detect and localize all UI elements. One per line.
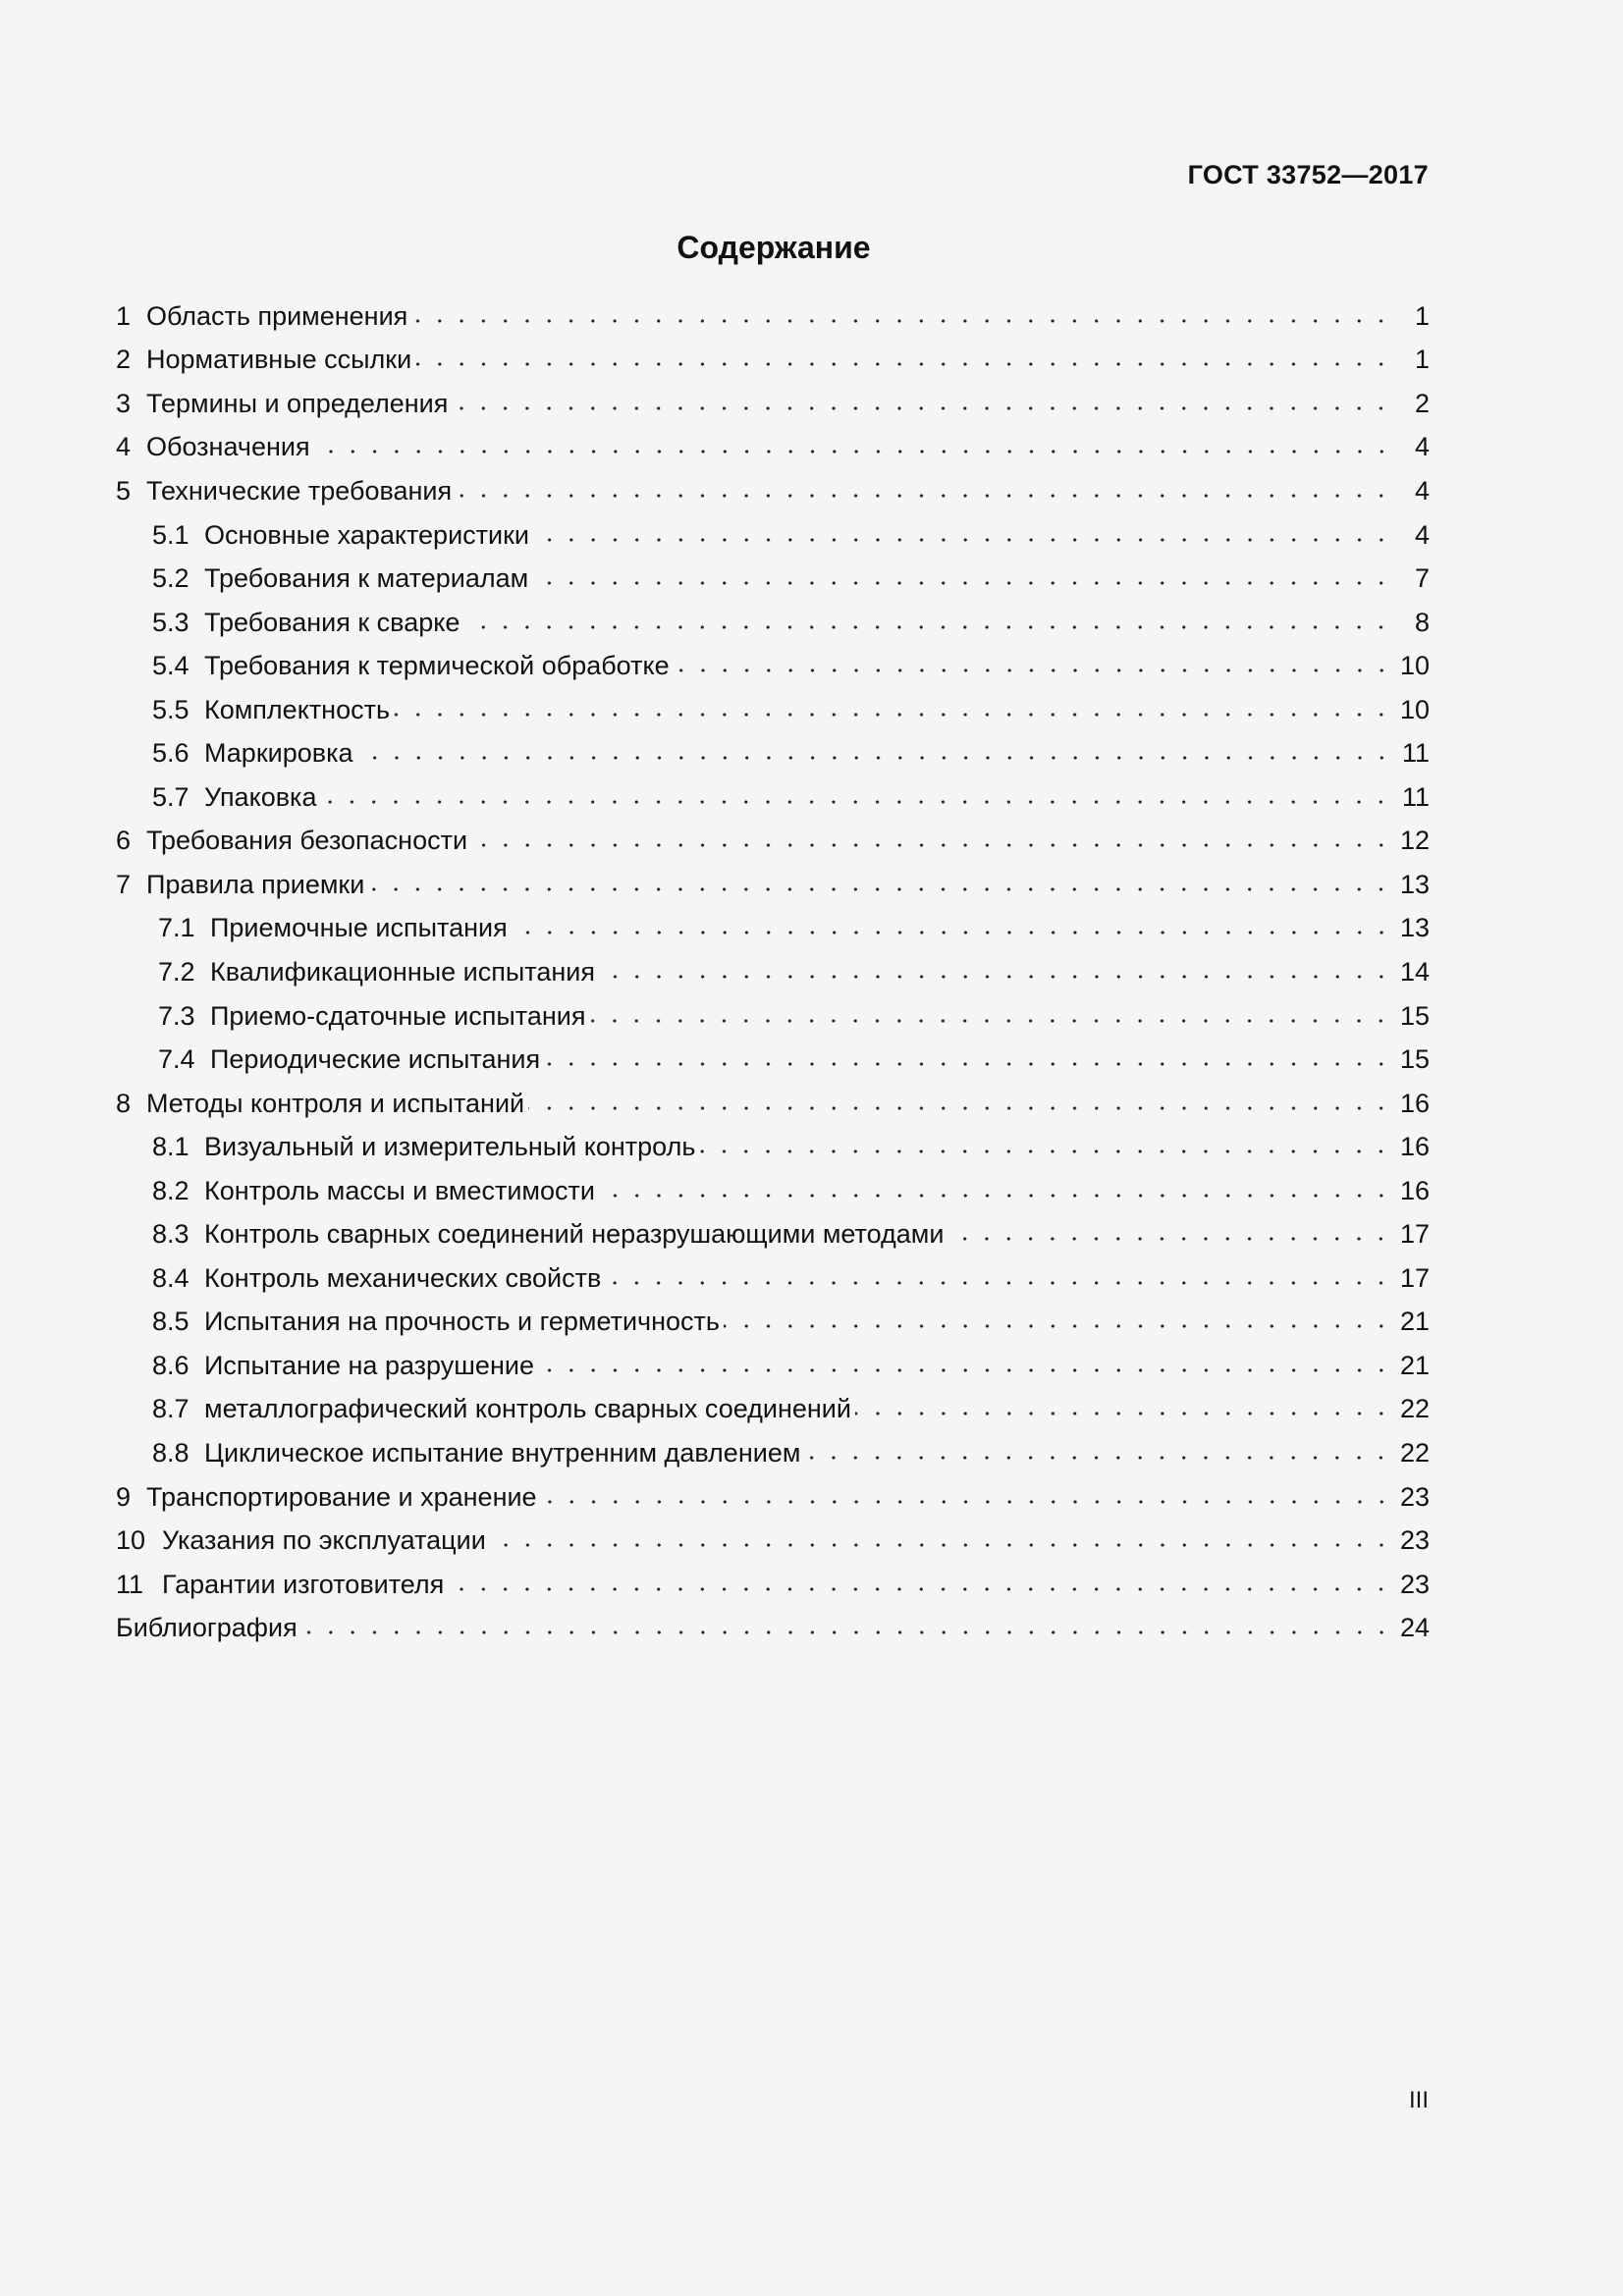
toc-label: Маркировка: [204, 738, 353, 769]
toc-entry-5-7[interactable]: [116, 775, 1430, 820]
dot-leader: [804, 1434, 1392, 1461]
toc-label: Требования к материалам: [204, 563, 529, 594]
toc-entry-8[interactable]: [116, 1082, 1430, 1126]
dot-leader: [533, 516, 1392, 543]
toc-label: Контроль массы и вместимости: [204, 1175, 595, 1205]
toc-number: 10: [116, 1525, 146, 1556]
toc-label: Нормативные ссылки: [146, 345, 412, 375]
toc-entry-5-6[interactable]: [116, 731, 1430, 775]
dot-leader: [544, 1041, 1392, 1067]
toc-page: 15: [1399, 1044, 1430, 1075]
toc-number: 7.4: [158, 1044, 195, 1075]
toc-entry-3[interactable]: [116, 382, 1430, 426]
toc-page: 21: [1399, 1307, 1430, 1337]
toc-number: 5.2: [152, 563, 189, 594]
toc-number: 5.3: [152, 607, 189, 637]
toc-number: 5: [116, 475, 132, 506]
dot-leader: [368, 866, 1392, 892]
toc-label: Указания по эксплуатации: [162, 1525, 486, 1556]
toc-entry-8-8[interactable]: [116, 1431, 1430, 1475]
toc-number: 5.5: [152, 694, 189, 724]
toc-entry-8-5[interactable]: [116, 1301, 1430, 1345]
toc-entry-7-4[interactable]: [116, 1038, 1430, 1082]
toc-page: 2: [1414, 388, 1430, 418]
toc-page: 22: [1399, 1394, 1430, 1424]
toc-page: 1: [1414, 300, 1430, 331]
toc-number: 11: [116, 1569, 144, 1599]
dot-leader: [855, 1390, 1392, 1416]
toc-label: Требования безопасности: [146, 826, 468, 856]
toc-entry-8-4[interactable]: [116, 1256, 1430, 1301]
toc-entry-bibliography[interactable]: [116, 1606, 1430, 1650]
toc-label: Периодические испытания: [210, 1044, 541, 1075]
dot-leader: [724, 1303, 1392, 1329]
toc-number: 8.3: [152, 1219, 189, 1250]
dot-leader: [456, 472, 1392, 499]
toc-page: 16: [1399, 1175, 1430, 1205]
toc-entry-8-6[interactable]: [116, 1344, 1430, 1388]
toc-number: 9: [116, 1481, 132, 1512]
toc-label: Приемо-сдаточные испытания: [210, 1000, 586, 1031]
toc-page: 4: [1414, 432, 1430, 462]
dot-leader: [589, 997, 1391, 1024]
toc-number: 6: [116, 826, 132, 856]
toc-page: 1: [1414, 345, 1430, 375]
toc-label: Комплектность: [204, 694, 391, 724]
toc-entry-2[interactable]: [116, 339, 1430, 383]
toc-entry-5-2[interactable]: [116, 557, 1430, 601]
toc-number: 1: [116, 300, 132, 331]
toc-entry-8-7[interactable]: [116, 1388, 1430, 1432]
toc-page: 16: [1399, 1088, 1430, 1118]
dot-leader: [463, 604, 1392, 630]
toc-number: 8: [116, 1088, 132, 1118]
toc-number: 8.6: [152, 1350, 189, 1380]
dot-leader: [415, 341, 1392, 367]
toc-page: 8: [1414, 607, 1430, 637]
dot-leader: [394, 691, 1392, 718]
toc-number: 2: [116, 345, 132, 375]
toc-entry-4[interactable]: [116, 426, 1430, 470]
dot-leader: [320, 778, 1392, 805]
toc-label: Требования к сварке: [204, 607, 460, 637]
toc-number: 5.6: [152, 738, 189, 769]
toc-page: 11: [1401, 781, 1430, 812]
toc-label: Контроль механических свойств: [204, 1262, 602, 1293]
document-code: ГОСТ 33752—2017: [1187, 160, 1429, 189]
toc-page: 16: [1399, 1132, 1430, 1162]
toc-label: Контроль сварных соединений неразрушающими методами: [204, 1219, 945, 1250]
toc-label: Испытание на разрушение: [204, 1350, 534, 1380]
toc-page: 23: [1399, 1481, 1430, 1512]
toc-number: 7.3: [158, 1000, 195, 1031]
page-number: III: [1408, 2087, 1429, 2113]
dot-leader: [528, 1085, 1392, 1111]
toc-number: 8.8: [152, 1437, 189, 1468]
toc-number: 8.5: [152, 1307, 189, 1337]
toc-label: Гарантии изготовителя: [162, 1569, 445, 1599]
toc-label: Обозначения: [146, 432, 310, 462]
toc-label: Упаковка: [204, 781, 317, 812]
toc-label: Циклическое испытание внутренним давлением: [204, 1437, 801, 1468]
toc-page: 24: [1399, 1613, 1430, 1643]
toc-page: 4: [1414, 475, 1430, 506]
dot-leader: [314, 428, 1392, 454]
toc-entry-8-2[interactable]: [116, 1169, 1430, 1213]
toc-entry-7-3[interactable]: [116, 994, 1430, 1039]
toc-label: металлографический контроль сварных соединений: [204, 1394, 851, 1424]
toc-label: Технические требования: [146, 475, 453, 506]
dot-leader: [448, 1566, 1392, 1592]
toc-label: Визуальный и измерительный контроль: [204, 1132, 696, 1162]
page-title: Содержание: [676, 230, 871, 265]
dot-leader: [512, 909, 1392, 935]
toc-number: 5.1: [152, 519, 189, 550]
toc-label: Квалификационные испытания: [210, 956, 595, 987]
dot-leader: [599, 953, 1392, 980]
dot-leader: [301, 1609, 1392, 1635]
toc-number: 3: [116, 388, 132, 418]
toc-entry-7-2[interactable]: [116, 950, 1430, 994]
toc-number: 8.1: [152, 1132, 189, 1162]
toc-page: 13: [1399, 869, 1430, 899]
toc-number: 7: [116, 869, 132, 899]
dot-leader: [411, 297, 1392, 324]
dot-leader: [490, 1522, 1392, 1548]
toc-number: 8.4: [152, 1262, 189, 1293]
toc-entry-5[interactable]: [116, 469, 1430, 513]
toc-page: 14: [1399, 956, 1430, 987]
toc-page: 17: [1399, 1262, 1430, 1293]
toc-number: 5.7: [152, 781, 189, 812]
toc-entry-1[interactable]: [116, 294, 1430, 339]
dot-leader: [947, 1215, 1391, 1242]
toc-page: 7: [1414, 563, 1430, 594]
toc-entry-8-3[interactable]: [116, 1212, 1430, 1256]
dot-leader: [699, 1128, 1392, 1154]
toc-number: 4: [116, 432, 132, 462]
toc-label: Испытания на прочность и герметичность: [204, 1307, 720, 1337]
dot-leader: [357, 734, 1392, 761]
toc-label: Правила приемки: [146, 869, 365, 899]
toc-page: 17: [1399, 1219, 1430, 1250]
toc-entry-11[interactable]: [116, 1563, 1430, 1607]
toc-page: 11: [1401, 738, 1430, 769]
dot-leader: [532, 560, 1392, 586]
toc-entry-5-3[interactable]: [116, 601, 1430, 645]
toc-entry-5-5[interactable]: [116, 688, 1430, 732]
toc-label: Библиография: [116, 1613, 298, 1643]
dot-leader: [471, 822, 1392, 848]
toc-page: 15: [1399, 1000, 1430, 1031]
toc-page: 12: [1399, 826, 1430, 856]
toc-entry-7-1[interactable]: [116, 907, 1430, 951]
toc-label: Транспортирование и хранение: [146, 1481, 537, 1512]
toc-entry-6[interactable]: [116, 820, 1430, 864]
dot-leader: [538, 1347, 1392, 1373]
toc-page: 23: [1399, 1525, 1430, 1556]
toc-entry-5-1[interactable]: [116, 513, 1430, 558]
toc-label: Область применения: [146, 300, 408, 331]
dot-leader: [452, 385, 1392, 411]
toc-entry-5-4[interactable]: [116, 644, 1430, 688]
dot-leader: [674, 647, 1392, 673]
dot-leader: [605, 1259, 1392, 1286]
toc-label: Требования к термической обработке: [204, 651, 670, 681]
toc-page: 13: [1399, 913, 1430, 943]
toc-number: 7.1: [158, 913, 195, 943]
toc-page: 4: [1414, 519, 1430, 550]
toc-entry-9[interactable]: [116, 1475, 1430, 1520]
toc-label: Методы контроля и испытаний: [146, 1088, 525, 1118]
toc-page: 10: [1399, 694, 1430, 724]
dot-leader: [599, 1172, 1392, 1199]
dot-leader: [541, 1478, 1392, 1505]
toc-page: 22: [1399, 1437, 1430, 1468]
toc-number: 8.2: [152, 1175, 189, 1205]
toc-label: Основные характеристики: [204, 519, 529, 550]
toc-page: 21: [1399, 1350, 1430, 1380]
toc-number: 8.7: [152, 1394, 189, 1424]
toc-number: 7.2: [158, 956, 195, 987]
toc-label: Приемочные испытания: [210, 913, 508, 943]
toc-entry-8-1[interactable]: [116, 1125, 1430, 1169]
toc-label: Термины и определения: [146, 388, 449, 418]
toc-page: 10: [1399, 651, 1430, 681]
toc-page: 23: [1399, 1569, 1430, 1599]
toc-number: 5.4: [152, 651, 189, 681]
toc-entry-10[interactable]: [116, 1519, 1430, 1563]
toc-entry-7[interactable]: [116, 863, 1430, 907]
table-of-contents: [116, 294, 1430, 1650]
